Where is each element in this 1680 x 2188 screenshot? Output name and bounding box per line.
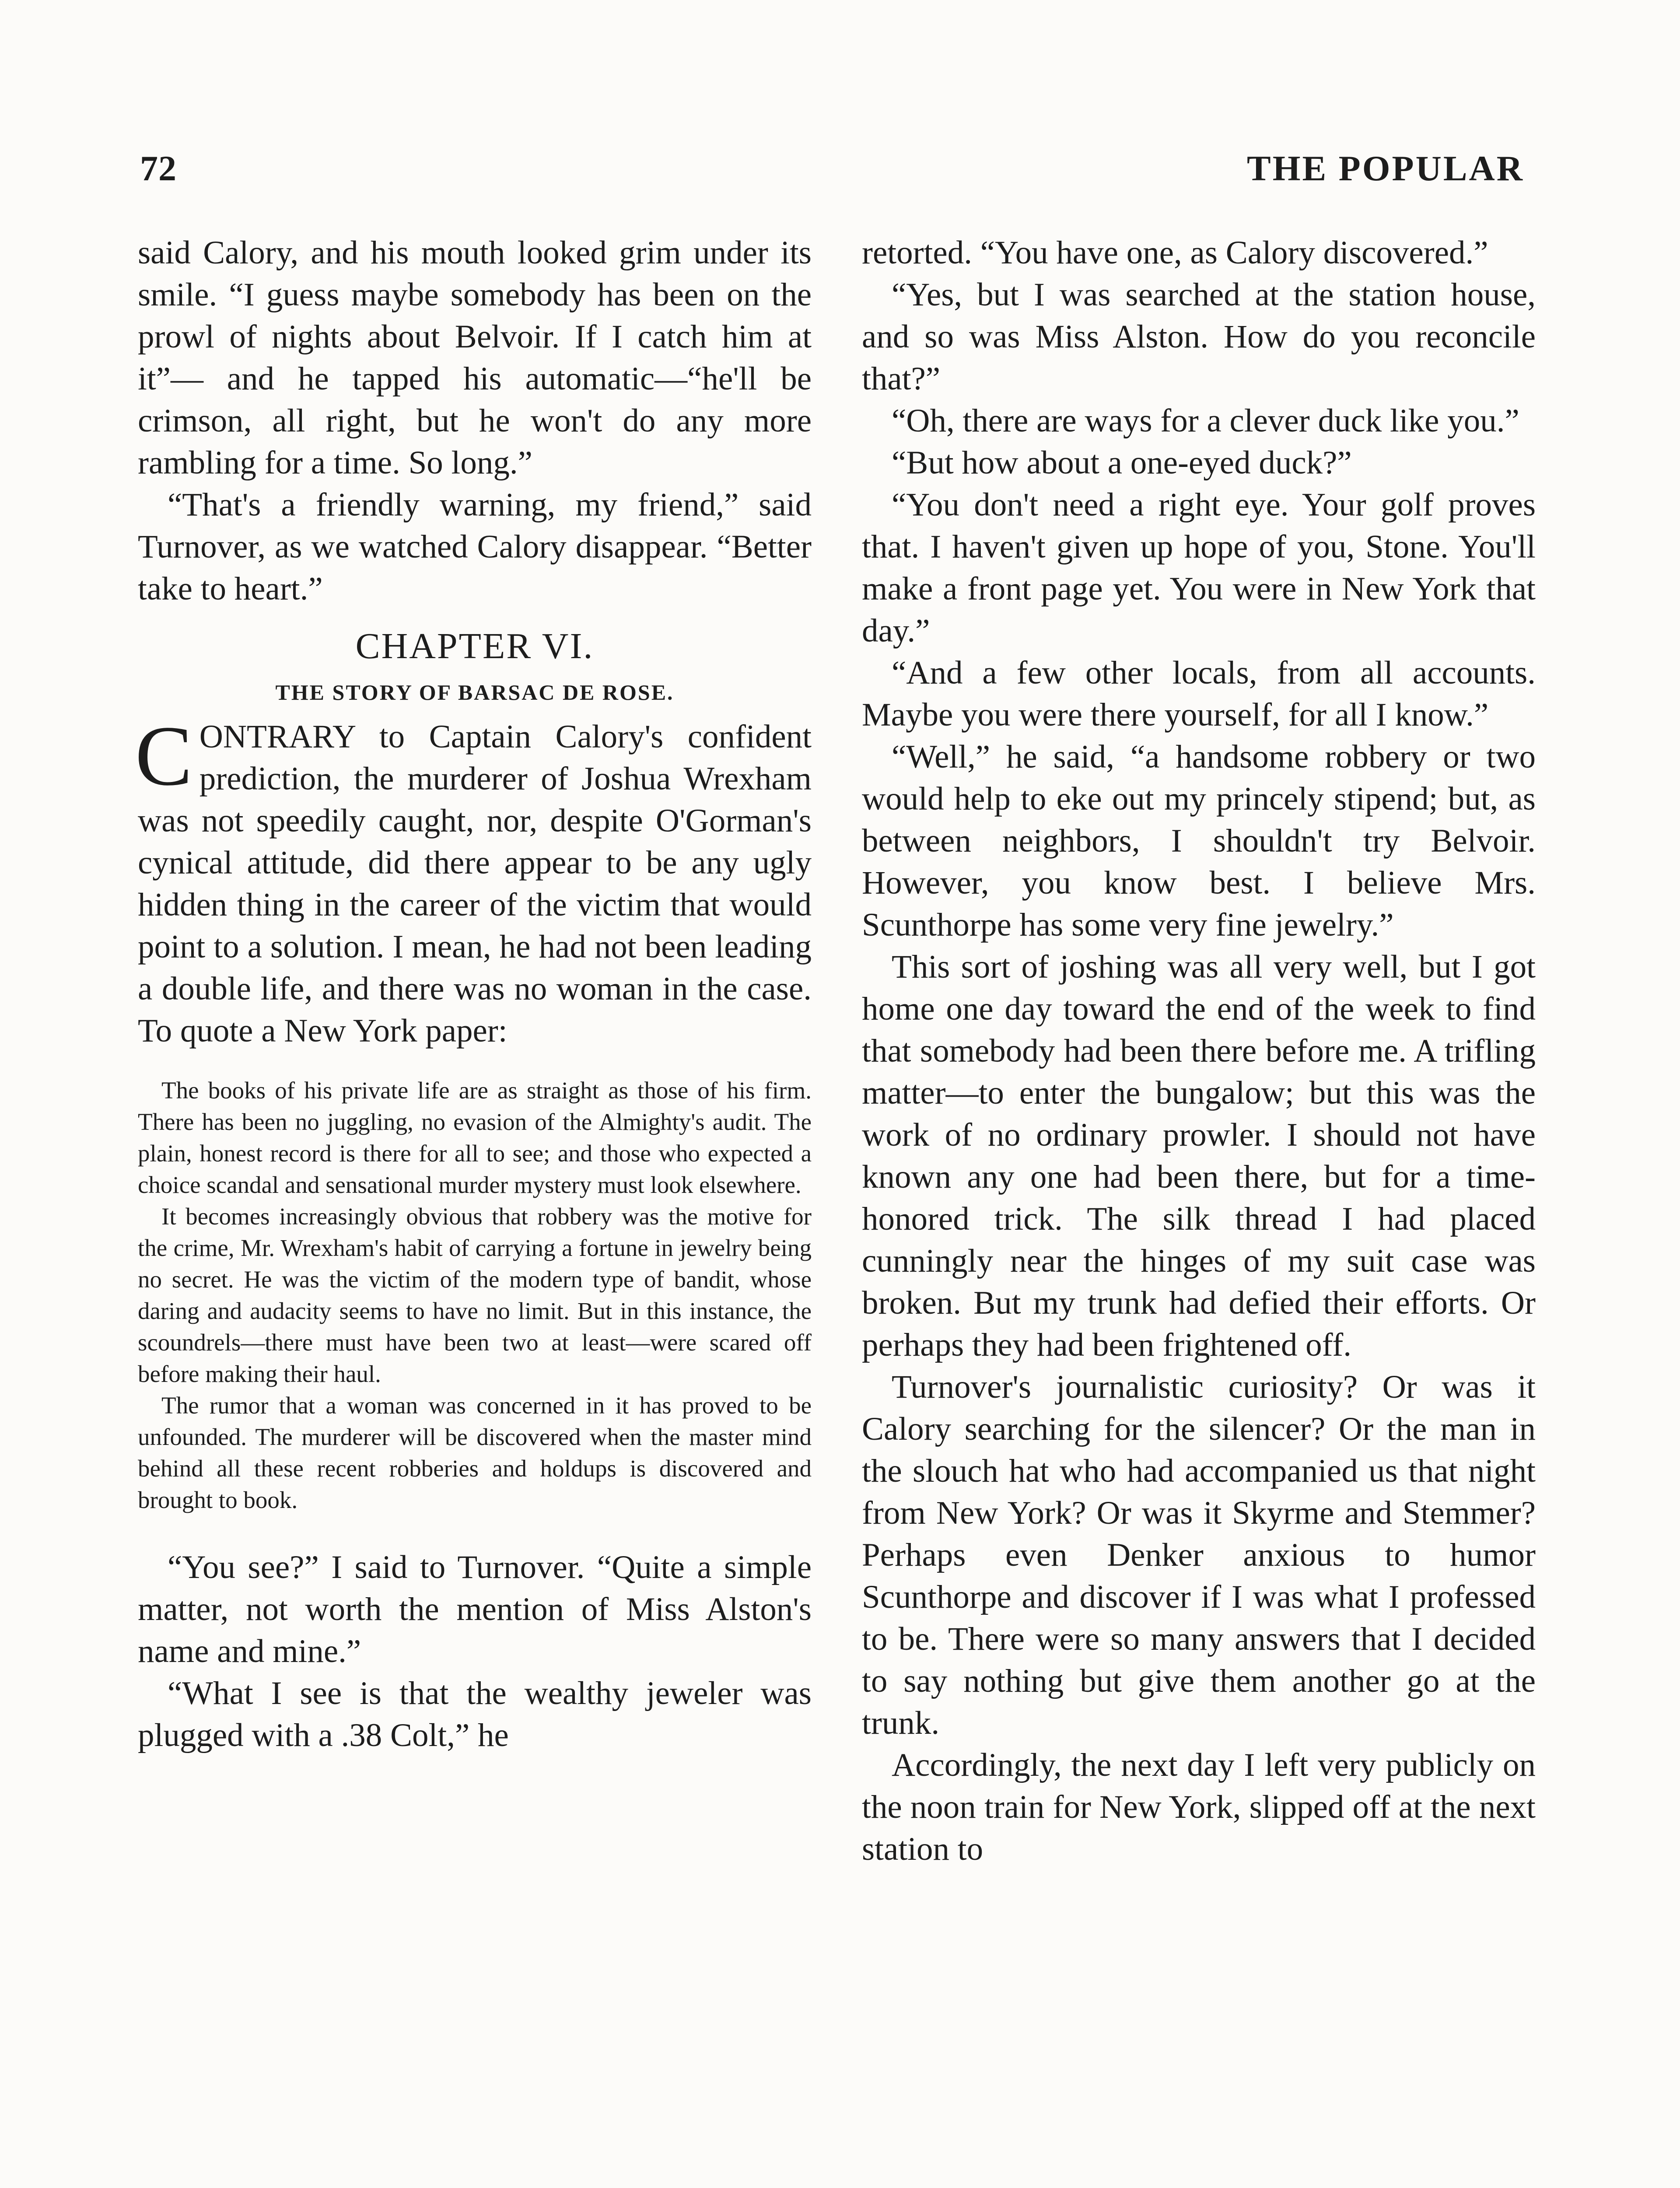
quote-paragraph: The books of his private life are as straight as those of his firm. There has been no juggling, no evasion of the Almighty's audit. The plain, honest record is there for all to see; and those who expected a choice scandal and sensational murder mystery must look elsewhere. (138, 1077, 812, 1198)
chapter-opening-paragraph (135, 708, 812, 1052)
paragraph: “What I see is that the wealthy jeweler was plugged with a .38 Colt,” he (138, 1675, 812, 1753)
paragraph: “You don't need a right eye. Your golf proves that. I haven't given up hope of you, Stone. You'll make a front page yet. You were in New York that day.” (862, 487, 1536, 649)
paragraph-text: ONTRARY to Captain Calory's confident prediction, the murderer of Joshua Wrexham was not speedily caught, nor, despite O'Gorman's cynical attitude, did there appear to be any ugly hidden thing in the career of the victim that would point to a solution. I mean, he had not been leading a double life, and there was no woman in the case. To quote a New York paper: (138, 719, 812, 1049)
paragraph: “But how about a one-eyed duck?” (892, 445, 1352, 481)
paragraph: “You see?” I said to Turnover. “Quite a simple matter, not worth the mention of Miss Alston's name and mine.” (138, 1549, 812, 1669)
page-number: 72 (140, 148, 177, 188)
drop-cap: C (135, 708, 192, 803)
right-column (862, 232, 1536, 1870)
newspaper-quote (138, 1075, 812, 1516)
chapter-title: CHAPTER VI. (355, 626, 594, 666)
paragraph: “Oh, there are ways for a clever duck like you.” (892, 403, 1519, 439)
quote-paragraph: The rumor that a woman was concerned in it has proved to be unfounded. The murderer will be discovered when the master mind behind all these recent robberies and holdups is discovered and brought to book. (138, 1392, 812, 1513)
paragraph: “Well,” he said, “a handsome robbery or two would help to eke out my princely stipend; but, as between neighbors, I shouldn't try Belvoir. However, you know best. I believe Mrs. Scunthorpe has some very fine jewelry.” (862, 739, 1536, 943)
paragraph: Turnover's journalistic curiosity? Or was it Calory searching for the silencer? Or the man in the slouch hat who had accompanied us that night from New York? Or was it Skyrme and Stemmer? Perhaps even Denker anxious to humor Scunthorpe and discover if I was what I professed to be. There were so many answers that I decided to say nothing but give them another go at the trunk. (862, 1369, 1536, 1741)
running-head: THE POPULAR (1247, 148, 1524, 188)
paragraph: “That's a friendly warning, my friend,” said Turnover, as we watched Calory disappear. “Better take to heart.” (138, 487, 812, 607)
paragraph: This sort of joshing was all very well, but I got home one day toward the end of the week to find that somebody had been there before me. A trifling matter—to enter the bungalow; but this was the work of no ordinary prowler. I should not have known any one had been there, but for a timehonored trick. The silk thread I had placed cunningly near the hinges of my suit case was broken. But my trunk had defied their efforts. Or perhaps they had been frightened off. (862, 949, 1536, 1363)
quote-paragraph: It becomes increasingly obvious that robbery was the motive for the crime, Mr. Wrexham's habit of carrying a fortune in jewelry being no secret. He was the victim of the modern type of bandit, whose daring and audacity seems to have no limit. But in this instance, the scoundrels—there must have been two at least—were scared off before making their haul. (138, 1203, 812, 1387)
paragraph: said Calory, and his mouth looked grim under its smile. “I guess maybe somebody has been on the prowl of nights about Belvoir. If I catch him at it”— and he tapped his automatic—“he'll be crimson, all right, but he won't do any more rambling for a time. So long.” (138, 235, 812, 481)
left-column (135, 232, 812, 1757)
paragraph: “And a few other locals, from all accounts. Maybe you were there yourself, for all I know.” (862, 655, 1536, 733)
paragraph: Accordingly, the next day I left very publicly on the noon train for New York, slipped off at the next station to (862, 1747, 1536, 1867)
paragraph: “Yes, but I was searched at the station house, and so was Miss Alston. How do you reconcile that?” (862, 277, 1536, 397)
paragraph: retorted. “You have one, as Calory discovered.” (862, 235, 1488, 271)
chapter-subtitle: THE STORY OF BARSAC DE ROSE. (275, 680, 674, 705)
